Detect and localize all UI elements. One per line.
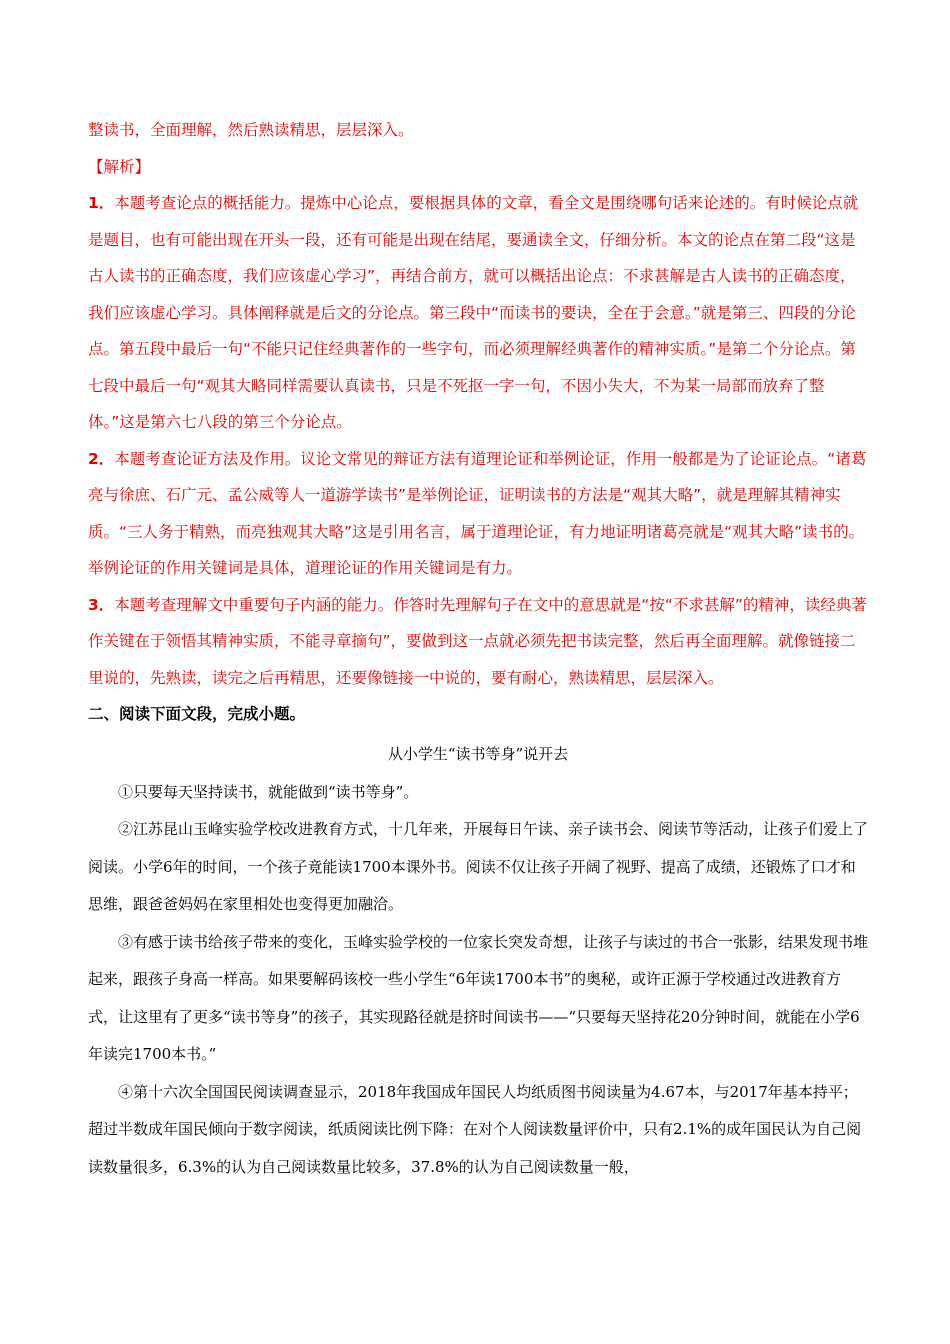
answer-tail: 整读书，全面理解，然后熟读精思，层层深入。 [88,121,414,139]
analysis-label: 【解析】 [88,157,151,176]
analysis-item-1 [88,185,868,441]
page-content [88,112,868,1186]
analysis-number: 3． [88,595,115,614]
section-heading: 二、阅读下面文段，完成小题。 [88,705,306,723]
reading-passage [88,736,868,1186]
passage-paragraph: ④第十六次全国国民阅读调查显示，2018年我国成年国民人均纸质图书阅读量为4.67本，与2017年基本持平；超过半数成年国民倾向于数字阅读，纸质阅读比例下降：在对个人阅读数量评价中，只有2.1%的成年国民认为自己阅读数量很多，6.3%的认为自己阅读数量比较多，37.8%的认为自己阅读数量一般， [88,1082,862,1176]
passage-paragraph: ②江苏昆山玉峰实验学校改进教育方式，十几年来，开展每日午读、亲子读书会、阅读节等活动，让孩子们爱上了阅读。小学6年的时间，一个孩子竟能读1700本课外书。阅读不仅让孩子开阔了视野、提高了成绩，还锻炼了口才和思维，跟爸爸妈妈在家里相处也变得更加融洽。 [88,820,869,913]
passage-title: 从小学生“读书等身”说开去 [387,745,569,763]
passage-paragraph: ③有感于读书给孩子带来的变化，玉峰实验学校的一位家长突发奇想，让孩子与读过的书合一张影，结果发现书堆起来，跟孩子身高一样高。如果要解码该校一些小学生“6年读1700本书”的奥秘，或许正源于学校通过改进教育方式，让这里有了更多“读书等身”的孩子，其实现路径就是挤时间读书——“只要每天坚持花20分钟时间，就能在小学6年读完1700本书。” [88,932,869,1063]
analysis-item-3 [88,587,868,697]
analysis-text: 本题考查理解文中重要句子内涵的能力。作答时先理解句子在文中的意思就是“按“不求甚解”的精神，读经典著作关键在于领悟其精神实质，不能寻章摘句”，要做到这一点就必须先把书读完整，然后再全面理解。就像链接二里说的，先熟读，读完之后再精思，还要像链接一中说的，要有耐心，熟读精思，层层深入。 [88,595,867,687]
passage-paragraph: ①只要每天坚持读书，就能做到“读书等身”。 [118,782,419,801]
analysis-number: 1． [88,194,115,212]
analysis-item-2 [88,441,868,587]
analysis-text: 本题考查论证方法及作用。议论文常见的辩证方法有道理论证和举例论证，作用一般都是为了论证论点。“诸葛亮与徐庶、石广元、孟公威等人一道游学读书”是举例论证，证明读书的方法是“观其大略”，就是理解其精神实质。“三人务于精熟，而亮独观其大略”这是引用名言，属于道理论证，有力地证明诸葛亮就是“观其大略”读书的。举例论证的作用关键词是具体，道理论证的作用关键词是有力。 [88,449,867,577]
analysis-number: 2． [88,449,115,468]
answer-analysis-block [88,112,868,696]
analysis-text: 本题考查论点的概括能力。提炼中心论点，要根据具体的文章，看全文是围绕哪句话来论述的。有时候论点就是题目，也有可能出现在开头一段，还有可能是出现在结尾，要通读全文，仔细分析。本文的论点在第二段“这是古人读书的正确态度，我们应该虚心学习”，再结合前方，就可以概括出论点：不求甚解是古人读书的正确态度，我们应该虚心学习。具体阐释就是后文的分论点。第三段中“而读书的要诀，全在于会意。”就是第三、四段的分论点。第五段中最后一句“不能只记住经典著作的一些字句，而必须理解经典著作的精神实质。”是第二个分论点。第七段中最后一句“观其大略同样需要认真读书，只是不死抠一字一句，不因小失大，不为某一局部而放弃了整体。”这是第六七八段的第三个分论点。 [88,194,859,431]
